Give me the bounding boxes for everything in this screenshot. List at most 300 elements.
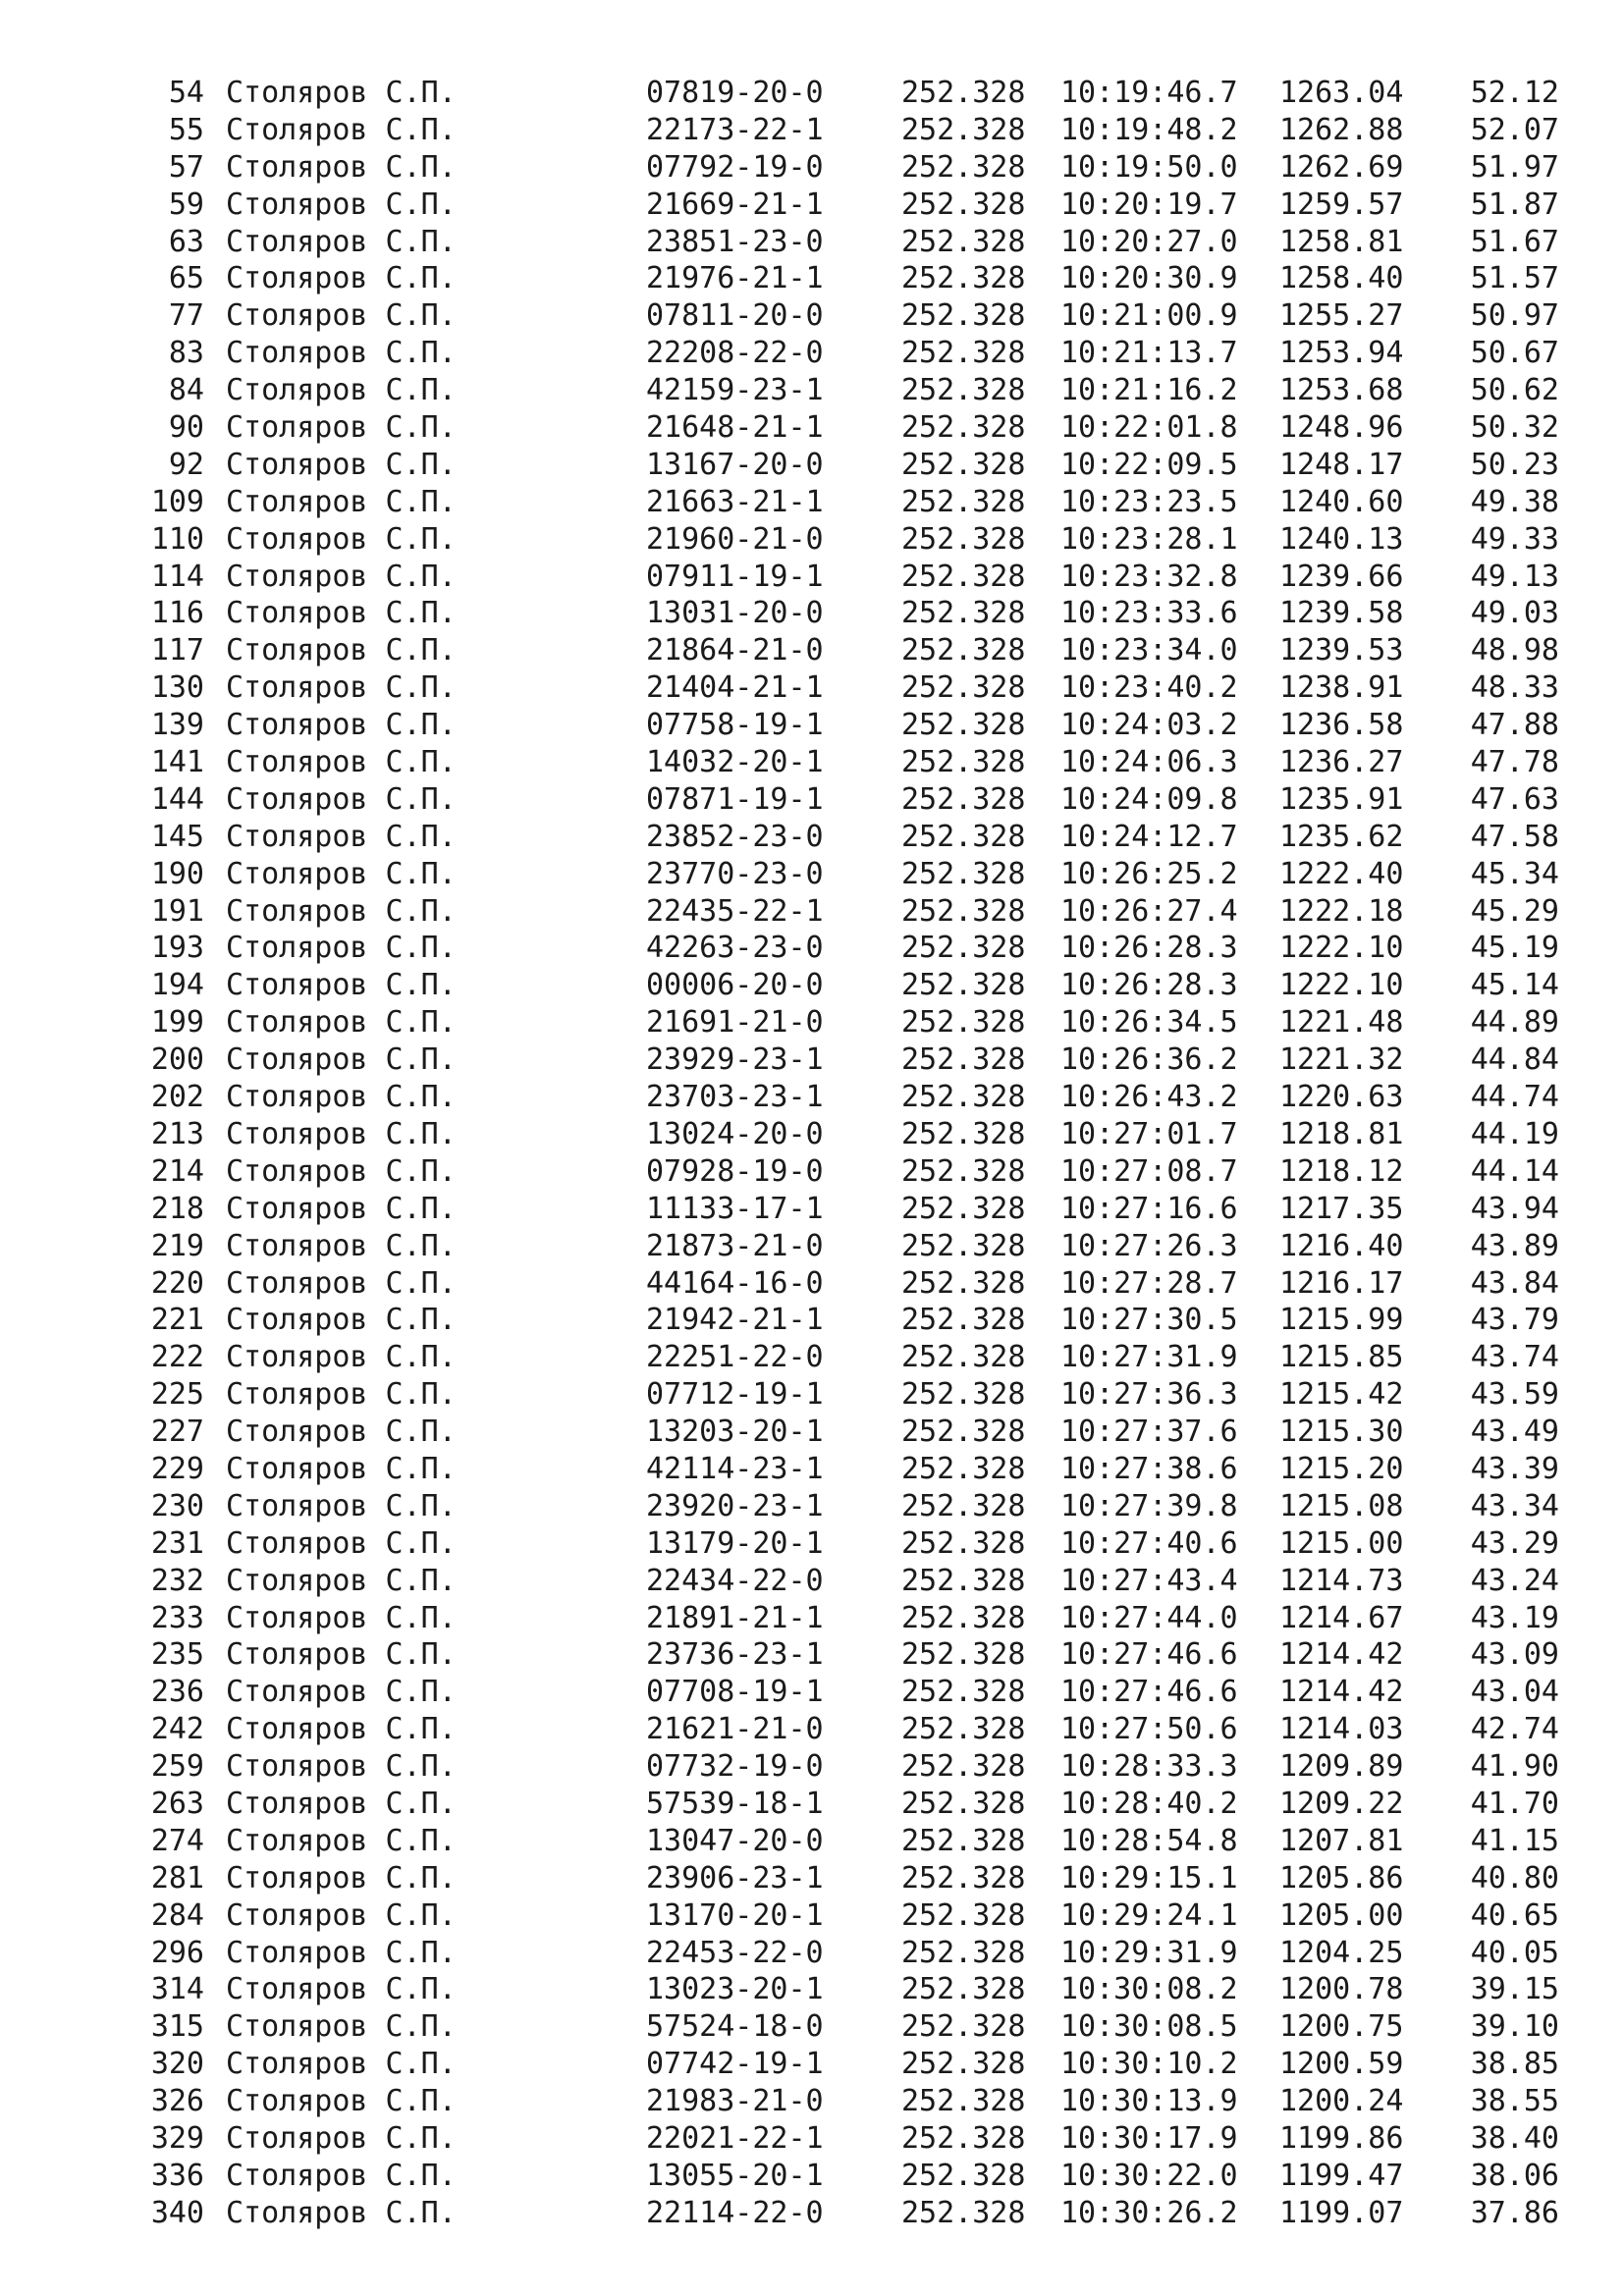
points-cell: 43.09 bbox=[1470, 1637, 1559, 1673]
place-cell: 232 bbox=[150, 1563, 204, 1598]
arrival-time-cell: 10:30:22.0 bbox=[1060, 2158, 1238, 2193]
table-row bbox=[0, 447, 1624, 484]
place-cell: 63 bbox=[168, 224, 204, 259]
table-row bbox=[0, 707, 1624, 744]
fancier-name-cell: Столяров С.П. bbox=[226, 1897, 457, 1933]
ring-number-cell: 21942-21-1 bbox=[646, 1303, 824, 1338]
arrival-time-cell: 10:22:01.8 bbox=[1060, 410, 1238, 446]
distance-cell: 252.328 bbox=[901, 1080, 1026, 1115]
fancier-name-cell: Столяров С.П. bbox=[226, 1080, 457, 1115]
distance-cell: 252.328 bbox=[901, 819, 1026, 854]
ring-number-cell: 07712-19-1 bbox=[646, 1377, 824, 1413]
fancier-name-cell: Столяров С.П. bbox=[226, 596, 457, 631]
speed-cell: 1199.47 bbox=[1279, 2158, 1404, 2193]
points-cell: 40.65 bbox=[1470, 1897, 1559, 1933]
distance-cell: 252.328 bbox=[901, 1860, 1026, 1896]
table-row bbox=[0, 149, 1624, 187]
distance-cell: 252.328 bbox=[901, 1116, 1026, 1151]
distance-cell: 252.328 bbox=[901, 1712, 1026, 1747]
table-row bbox=[0, 856, 1624, 893]
distance-cell: 252.328 bbox=[901, 298, 1026, 334]
distance-cell: 252.328 bbox=[901, 2120, 1026, 2156]
place-cell: 222 bbox=[150, 1340, 204, 1375]
arrival-time-cell: 10:27:36.3 bbox=[1060, 1377, 1238, 1413]
table-row bbox=[0, 1116, 1624, 1153]
arrival-time-cell: 10:27:16.6 bbox=[1060, 1191, 1238, 1226]
table-row bbox=[0, 1376, 1624, 1414]
fancier-name-cell: Столяров С.П. bbox=[226, 1972, 457, 2007]
table-row bbox=[0, 521, 1624, 559]
fancier-name-cell: Столяров С.П. bbox=[226, 1116, 457, 1151]
ring-number-cell: 21983-21-0 bbox=[646, 2084, 824, 2119]
speed-cell: 1239.66 bbox=[1279, 559, 1404, 594]
results-table bbox=[0, 75, 1624, 2232]
arrival-time-cell: 10:29:31.9 bbox=[1060, 1935, 1238, 1970]
place-cell: 219 bbox=[150, 1228, 204, 1263]
distance-cell: 252.328 bbox=[901, 1488, 1026, 1523]
place-cell: 199 bbox=[150, 1005, 204, 1041]
ring-number-cell: 22208-22-0 bbox=[646, 336, 824, 371]
ring-number-cell: 23852-23-0 bbox=[646, 819, 824, 854]
arrival-time-cell: 10:21:13.7 bbox=[1060, 336, 1238, 371]
ring-number-cell: 23703-23-1 bbox=[646, 1080, 824, 1115]
arrival-time-cell: 10:27:28.7 bbox=[1060, 1265, 1238, 1301]
arrival-time-cell: 10:27:46.6 bbox=[1060, 1637, 1238, 1673]
arrival-time-cell: 10:27:31.9 bbox=[1060, 1340, 1238, 1375]
arrival-time-cell: 10:21:16.2 bbox=[1060, 373, 1238, 408]
table-row bbox=[0, 781, 1624, 819]
distance-cell: 252.328 bbox=[901, 261, 1026, 296]
table-row bbox=[0, 1265, 1624, 1303]
table-row bbox=[0, 372, 1624, 409]
points-cell: 50.67 bbox=[1470, 336, 1559, 371]
arrival-time-cell: 10:30:08.2 bbox=[1060, 1972, 1238, 2007]
distance-cell: 252.328 bbox=[901, 1600, 1026, 1635]
speed-cell: 1215.08 bbox=[1279, 1488, 1404, 1523]
arrival-time-cell: 10:27:44.0 bbox=[1060, 1600, 1238, 1635]
table-row bbox=[0, 1525, 1624, 1563]
fancier-name-cell: Столяров С.П. bbox=[226, 1786, 457, 1821]
points-cell: 41.90 bbox=[1470, 1749, 1559, 1785]
table-row bbox=[0, 484, 1624, 521]
speed-cell: 1222.10 bbox=[1279, 931, 1404, 966]
ring-number-cell: 13024-20-0 bbox=[646, 1116, 824, 1151]
distance-cell: 252.328 bbox=[901, 1451, 1026, 1486]
ring-number-cell: 13031-20-0 bbox=[646, 596, 824, 631]
fancier-name-cell: Столяров С.П. bbox=[226, 521, 457, 557]
fancier-name-cell: Столяров С.П. bbox=[226, 1042, 457, 1078]
ring-number-cell: 23736-23-1 bbox=[646, 1637, 824, 1673]
distance-cell: 252.328 bbox=[901, 1525, 1026, 1561]
speed-cell: 1263.04 bbox=[1279, 76, 1404, 110]
arrival-time-cell: 10:23:28.1 bbox=[1060, 521, 1238, 557]
speed-cell: 1240.13 bbox=[1279, 521, 1404, 557]
points-cell: 38.06 bbox=[1470, 2158, 1559, 2193]
table-row bbox=[0, 893, 1624, 931]
arrival-time-cell: 10:22:09.5 bbox=[1060, 447, 1238, 482]
place-cell: 227 bbox=[150, 1415, 204, 1450]
arrival-time-cell: 10:19:48.2 bbox=[1060, 112, 1238, 147]
place-cell: 84 bbox=[168, 373, 204, 408]
table-row bbox=[0, 1748, 1624, 1786]
place-cell: 281 bbox=[150, 1860, 204, 1896]
table-row bbox=[0, 1041, 1624, 1079]
table-row bbox=[0, 1935, 1624, 1972]
points-cell: 49.03 bbox=[1470, 596, 1559, 631]
ring-number-cell: 21669-21-1 bbox=[646, 187, 824, 222]
table-row bbox=[0, 2008, 1624, 2046]
table-row bbox=[0, 1302, 1624, 1339]
speed-cell: 1248.96 bbox=[1279, 410, 1404, 446]
speed-cell: 1215.20 bbox=[1279, 1451, 1404, 1486]
fancier-name-cell: Столяров С.П. bbox=[226, 2195, 457, 2230]
distance-cell: 252.328 bbox=[901, 596, 1026, 631]
distance-cell: 252.328 bbox=[901, 112, 1026, 147]
speed-cell: 1200.24 bbox=[1279, 2084, 1404, 2119]
speed-cell: 1236.58 bbox=[1279, 708, 1404, 743]
distance-cell: 252.328 bbox=[901, 224, 1026, 259]
points-cell: 47.58 bbox=[1470, 819, 1559, 854]
fancier-name-cell: Столяров С.П. bbox=[226, 1191, 457, 1226]
speed-cell: 1215.42 bbox=[1279, 1377, 1404, 1413]
fancier-name-cell: Столяров С.П. bbox=[226, 559, 457, 594]
place-cell: 213 bbox=[150, 1116, 204, 1151]
fancier-name-cell: Столяров С.П. bbox=[226, 819, 457, 854]
ring-number-cell: 23770-23-0 bbox=[646, 856, 824, 891]
table-row bbox=[0, 1153, 1624, 1191]
points-cell: 40.05 bbox=[1470, 1935, 1559, 1970]
fancier-name-cell: Столяров С.П. bbox=[226, 856, 457, 891]
ring-number-cell: 22251-22-0 bbox=[646, 1340, 824, 1375]
speed-cell: 1209.89 bbox=[1279, 1749, 1404, 1785]
place-cell: 193 bbox=[150, 931, 204, 966]
fancier-name-cell: Столяров С.П. bbox=[226, 893, 457, 929]
table-row bbox=[0, 1488, 1624, 1525]
arrival-time-cell: 10:26:43.2 bbox=[1060, 1080, 1238, 1115]
fancier-name-cell: Столяров С.П. bbox=[226, 670, 457, 706]
speed-cell: 1216.17 bbox=[1279, 1265, 1404, 1301]
points-cell: 44.74 bbox=[1470, 1080, 1559, 1115]
arrival-time-cell: 10:21:00.9 bbox=[1060, 298, 1238, 334]
ring-number-cell: 07871-19-1 bbox=[646, 781, 824, 817]
ring-number-cell: 07811-20-0 bbox=[646, 298, 824, 334]
arrival-time-cell: 10:26:25.2 bbox=[1060, 856, 1238, 891]
ring-number-cell: 22434-22-0 bbox=[646, 1563, 824, 1598]
ring-number-cell: 57524-18-0 bbox=[646, 2009, 824, 2045]
place-cell: 218 bbox=[150, 1191, 204, 1226]
distance-cell: 252.328 bbox=[901, 373, 1026, 408]
place-cell: 221 bbox=[150, 1303, 204, 1338]
place-cell: 233 bbox=[150, 1600, 204, 1635]
speed-cell: 1218.12 bbox=[1279, 1153, 1404, 1189]
distance-cell: 252.328 bbox=[901, 1786, 1026, 1821]
fancier-name-cell: Столяров С.П. bbox=[226, 1488, 457, 1523]
speed-cell: 1215.99 bbox=[1279, 1303, 1404, 1338]
points-cell: 38.85 bbox=[1470, 2047, 1559, 2082]
distance-cell: 252.328 bbox=[901, 521, 1026, 557]
arrival-time-cell: 10:29:24.1 bbox=[1060, 1897, 1238, 1933]
fancier-name-cell: Столяров С.П. bbox=[226, 373, 457, 408]
ring-number-cell: 21976-21-1 bbox=[646, 261, 824, 296]
distance-cell: 252.328 bbox=[901, 1675, 1026, 1710]
speed-cell: 1239.58 bbox=[1279, 596, 1404, 631]
points-cell: 50.32 bbox=[1470, 410, 1559, 446]
points-cell: 44.84 bbox=[1470, 1042, 1559, 1078]
arrival-time-cell: 10:19:50.0 bbox=[1060, 149, 1238, 185]
points-cell: 49.38 bbox=[1470, 484, 1559, 519]
arrival-time-cell: 10:27:26.3 bbox=[1060, 1228, 1238, 1263]
place-cell: 194 bbox=[150, 968, 204, 1003]
fancier-name-cell: Столяров С.П. bbox=[226, 2120, 457, 2156]
fancier-name-cell: Столяров С.П. bbox=[226, 484, 457, 519]
points-cell: 45.34 bbox=[1470, 856, 1559, 891]
points-cell: 49.13 bbox=[1470, 559, 1559, 594]
ring-number-cell: 13047-20-0 bbox=[646, 1823, 824, 1858]
place-cell: 92 bbox=[168, 447, 204, 482]
arrival-time-cell: 10:27:46.6 bbox=[1060, 1675, 1238, 1710]
speed-cell: 1214.67 bbox=[1279, 1600, 1404, 1635]
speed-cell: 1199.07 bbox=[1279, 2195, 1404, 2230]
fancier-name-cell: Столяров С.П. bbox=[226, 1377, 457, 1413]
points-cell: 50.23 bbox=[1470, 447, 1559, 482]
speed-cell: 1235.91 bbox=[1279, 781, 1404, 817]
ring-number-cell: 23929-23-1 bbox=[646, 1042, 824, 1078]
distance-cell: 252.328 bbox=[901, 2009, 1026, 2045]
points-cell: 37.86 bbox=[1470, 2195, 1559, 2230]
fancier-name-cell: Столяров С.П. bbox=[226, 187, 457, 222]
fancier-name-cell: Столяров С.П. bbox=[226, 1153, 457, 1189]
ring-number-cell: 07792-19-0 bbox=[646, 149, 824, 185]
place-cell: 340 bbox=[150, 2195, 204, 2230]
ring-number-cell: 21663-21-1 bbox=[646, 484, 824, 519]
ring-number-cell: 42114-23-1 bbox=[646, 1451, 824, 1486]
speed-cell: 1214.42 bbox=[1279, 1675, 1404, 1710]
arrival-time-cell: 10:30:08.5 bbox=[1060, 2009, 1238, 2045]
distance-cell: 252.328 bbox=[901, 447, 1026, 482]
fancier-name-cell: Столяров С.П. bbox=[226, 1228, 457, 1263]
fancier-name-cell: Столяров С.П. bbox=[226, 76, 457, 110]
speed-cell: 1240.60 bbox=[1279, 484, 1404, 519]
table-row bbox=[0, 632, 1624, 669]
arrival-time-cell: 10:20:27.0 bbox=[1060, 224, 1238, 259]
speed-cell: 1238.91 bbox=[1279, 670, 1404, 706]
distance-cell: 252.328 bbox=[901, 1749, 1026, 1785]
speed-cell: 1221.32 bbox=[1279, 1042, 1404, 1078]
table-row bbox=[0, 1897, 1624, 1935]
ring-number-cell: 21960-21-0 bbox=[646, 521, 824, 557]
distance-cell: 252.328 bbox=[901, 1265, 1026, 1301]
table-row bbox=[0, 335, 1624, 372]
speed-cell: 1200.78 bbox=[1279, 1972, 1404, 2007]
arrival-time-cell: 10:24:09.8 bbox=[1060, 781, 1238, 817]
place-cell: 263 bbox=[150, 1786, 204, 1821]
fancier-name-cell: Столяров С.П. bbox=[226, 224, 457, 259]
points-cell: 52.07 bbox=[1470, 112, 1559, 147]
ring-number-cell: 07732-19-0 bbox=[646, 1749, 824, 1785]
table-row bbox=[0, 1004, 1624, 1041]
table-row bbox=[0, 1674, 1624, 1711]
arrival-time-cell: 10:27:40.6 bbox=[1060, 1525, 1238, 1561]
ring-number-cell: 13023-20-1 bbox=[646, 1972, 824, 2007]
speed-cell: 1205.86 bbox=[1279, 1860, 1404, 1896]
speed-cell: 1214.03 bbox=[1279, 1712, 1404, 1747]
table-row bbox=[0, 930, 1624, 967]
place-cell: 202 bbox=[150, 1080, 204, 1115]
arrival-time-cell: 10:27:30.5 bbox=[1060, 1303, 1238, 1338]
arrival-time-cell: 10:30:17.9 bbox=[1060, 2120, 1238, 2156]
place-cell: 110 bbox=[150, 521, 204, 557]
ring-number-cell: 07911-19-1 bbox=[646, 559, 824, 594]
fancier-name-cell: Столяров С.П. bbox=[226, 1637, 457, 1673]
ring-number-cell: 21873-21-0 bbox=[646, 1228, 824, 1263]
points-cell: 38.40 bbox=[1470, 2120, 1559, 2156]
table-row bbox=[0, 967, 1624, 1004]
arrival-time-cell: 10:29:15.1 bbox=[1060, 1860, 1238, 1896]
speed-cell: 1262.88 bbox=[1279, 112, 1404, 147]
fancier-name-cell: Столяров С.П. bbox=[226, 149, 457, 185]
distance-cell: 252.328 bbox=[901, 856, 1026, 891]
ring-number-cell: 07928-19-0 bbox=[646, 1153, 824, 1189]
speed-cell: 1253.68 bbox=[1279, 373, 1404, 408]
points-cell: 45.29 bbox=[1470, 893, 1559, 929]
arrival-time-cell: 10:23:34.0 bbox=[1060, 633, 1238, 668]
table-row bbox=[0, 409, 1624, 447]
points-cell: 43.34 bbox=[1470, 1488, 1559, 1523]
points-cell: 38.55 bbox=[1470, 2084, 1559, 2119]
fancier-name-cell: Столяров С.П. bbox=[226, 968, 457, 1003]
fancier-name-cell: Столяров С.П. bbox=[226, 931, 457, 966]
points-cell: 43.94 bbox=[1470, 1191, 1559, 1226]
distance-cell: 252.328 bbox=[901, 1897, 1026, 1933]
distance-cell: 252.328 bbox=[901, 633, 1026, 668]
place-cell: 77 bbox=[168, 298, 204, 334]
distance-cell: 252.328 bbox=[901, 1935, 1026, 1970]
place-cell: 57 bbox=[168, 149, 204, 185]
table-row bbox=[0, 2120, 1624, 2158]
place-cell: 235 bbox=[150, 1637, 204, 1673]
place-cell: 130 bbox=[150, 670, 204, 706]
points-cell: 50.97 bbox=[1470, 298, 1559, 334]
distance-cell: 252.328 bbox=[901, 1153, 1026, 1189]
distance-cell: 252.328 bbox=[901, 2195, 1026, 2230]
distance-cell: 252.328 bbox=[901, 410, 1026, 446]
fancier-name-cell: Столяров С.П. bbox=[226, 1935, 457, 1970]
arrival-time-cell: 10:28:40.2 bbox=[1060, 1786, 1238, 1821]
points-cell: 43.74 bbox=[1470, 1340, 1559, 1375]
speed-cell: 1204.25 bbox=[1279, 1935, 1404, 1970]
place-cell: 116 bbox=[150, 596, 204, 631]
distance-cell: 252.328 bbox=[901, 1823, 1026, 1858]
ring-number-cell: 07742-19-1 bbox=[646, 2047, 824, 2082]
place-cell: 274 bbox=[150, 1823, 204, 1858]
place-cell: 117 bbox=[150, 633, 204, 668]
speed-cell: 1215.30 bbox=[1279, 1415, 1404, 1450]
points-cell: 50.62 bbox=[1470, 373, 1559, 408]
place-cell: 315 bbox=[150, 2009, 204, 2045]
table-row bbox=[0, 1451, 1624, 1488]
table-row bbox=[0, 1860, 1624, 1897]
place-cell: 65 bbox=[168, 261, 204, 296]
place-cell: 320 bbox=[150, 2047, 204, 2082]
table-row bbox=[0, 1786, 1624, 1823]
table-row bbox=[0, 2195, 1624, 2232]
points-cell: 41.15 bbox=[1470, 1823, 1559, 1858]
fancier-name-cell: Столяров С.П. bbox=[226, 745, 457, 780]
table-row bbox=[0, 1079, 1624, 1116]
place-cell: 229 bbox=[150, 1451, 204, 1486]
distance-cell: 252.328 bbox=[901, 781, 1026, 817]
ring-number-cell: 22021-22-1 bbox=[646, 2120, 824, 2156]
ring-number-cell: 23920-23-1 bbox=[646, 1488, 824, 1523]
place-cell: 139 bbox=[150, 708, 204, 743]
speed-cell: 1218.81 bbox=[1279, 1116, 1404, 1151]
speed-cell: 1255.27 bbox=[1279, 298, 1404, 334]
arrival-time-cell: 10:23:32.8 bbox=[1060, 559, 1238, 594]
distance-cell: 252.328 bbox=[901, 745, 1026, 780]
points-cell: 43.04 bbox=[1470, 1675, 1559, 1710]
points-cell: 52.12 bbox=[1470, 76, 1559, 110]
speed-cell: 1235.62 bbox=[1279, 819, 1404, 854]
fancier-name-cell: Столяров С.П. bbox=[226, 336, 457, 371]
distance-cell: 252.328 bbox=[901, 1637, 1026, 1673]
table-row bbox=[0, 1414, 1624, 1451]
distance-cell: 252.328 bbox=[901, 76, 1026, 110]
points-cell: 47.88 bbox=[1470, 708, 1559, 743]
arrival-time-cell: 10:30:13.9 bbox=[1060, 2084, 1238, 2119]
table-row bbox=[0, 297, 1624, 335]
place-cell: 231 bbox=[150, 1525, 204, 1561]
distance-cell: 252.328 bbox=[901, 1340, 1026, 1375]
points-cell: 51.57 bbox=[1470, 261, 1559, 296]
fancier-name-cell: Столяров С.П. bbox=[226, 1749, 457, 1785]
ring-number-cell: 22453-22-0 bbox=[646, 1935, 824, 1970]
speed-cell: 1217.35 bbox=[1279, 1191, 1404, 1226]
ring-number-cell: 13179-20-1 bbox=[646, 1525, 824, 1561]
place-cell: 236 bbox=[150, 1675, 204, 1710]
fancier-name-cell: Столяров С.П. bbox=[226, 1860, 457, 1896]
points-cell: 45.19 bbox=[1470, 931, 1559, 966]
fancier-name-cell: Столяров С.П. bbox=[226, 261, 457, 296]
fancier-name-cell: Столяров С.П. bbox=[226, 2009, 457, 2045]
points-cell: 48.33 bbox=[1470, 670, 1559, 706]
speed-cell: 1207.81 bbox=[1279, 1823, 1404, 1858]
distance-cell: 252.328 bbox=[901, 336, 1026, 371]
points-cell: 43.19 bbox=[1470, 1600, 1559, 1635]
arrival-time-cell: 10:27:50.6 bbox=[1060, 1712, 1238, 1747]
fancier-name-cell: Столяров С.П. bbox=[226, 447, 457, 482]
table-row bbox=[0, 2046, 1624, 2083]
speed-cell: 1205.00 bbox=[1279, 1897, 1404, 1933]
distance-cell: 252.328 bbox=[901, 149, 1026, 185]
table-row bbox=[0, 819, 1624, 856]
speed-cell: 1258.40 bbox=[1279, 261, 1404, 296]
table-row bbox=[0, 260, 1624, 297]
table-row bbox=[0, 75, 1624, 112]
distance-cell: 252.328 bbox=[901, 1377, 1026, 1413]
arrival-time-cell: 10:26:28.3 bbox=[1060, 968, 1238, 1003]
points-cell: 43.24 bbox=[1470, 1563, 1559, 1598]
fancier-name-cell: Столяров С.П. bbox=[226, 708, 457, 743]
distance-cell: 252.328 bbox=[901, 1303, 1026, 1338]
speed-cell: 1216.40 bbox=[1279, 1228, 1404, 1263]
arrival-time-cell: 10:30:26.2 bbox=[1060, 2195, 1238, 2230]
arrival-time-cell: 10:24:03.2 bbox=[1060, 708, 1238, 743]
ring-number-cell: 11133-17-1 bbox=[646, 1191, 824, 1226]
arrival-time-cell: 10:27:38.6 bbox=[1060, 1451, 1238, 1486]
arrival-time-cell: 10:28:54.8 bbox=[1060, 1823, 1238, 1858]
points-cell: 43.49 bbox=[1470, 1415, 1559, 1450]
points-cell: 43.39 bbox=[1470, 1451, 1559, 1486]
